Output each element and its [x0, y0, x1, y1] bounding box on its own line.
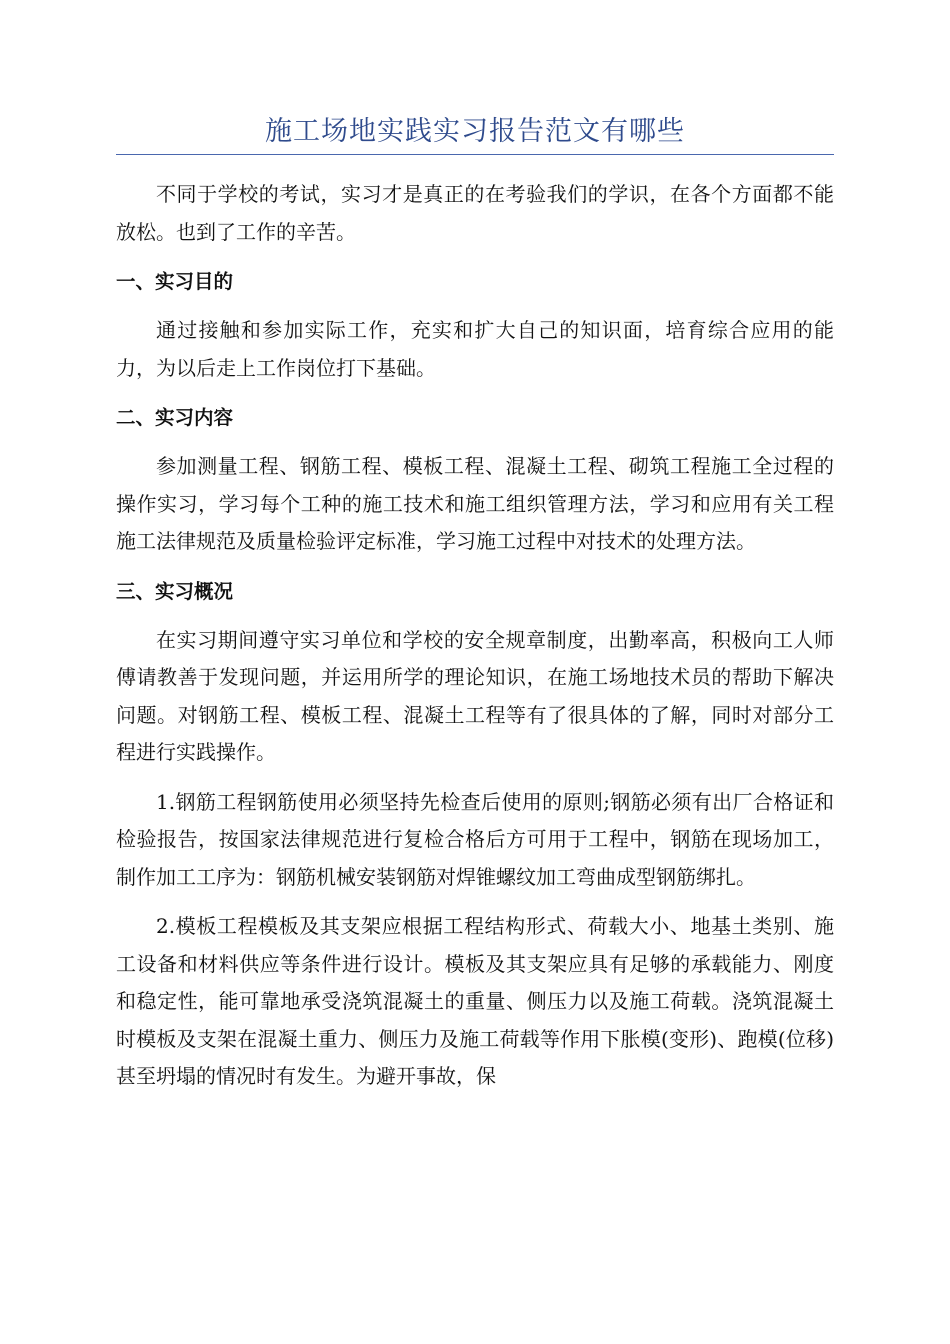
section-heading-overview: 三、实习概况: [116, 579, 234, 603]
section-paragraph-rebar: 1.钢筋工程钢筋使用必须坚持先检查后使用的原则;钢筋必须有出厂合格证和检验报告，按国家法律规范进行复检合格后方可用于工程中，钢筋在现场加工，制作加工工序为：钢筋机械安装钢筋对焊锥螺纹加工弯曲成型钢筋绑扎。: [116, 789, 834, 889]
section-heading-content: 二、实习内容: [116, 406, 234, 429]
section-paragraph-formwork: 2.模板工程模板及其支架应根据工程结构形式、荷载大小、地基土类别、施工设备和材料供应等条件进行设计。模板及其支架应具有足够的承载能力、刚度和稳定性，能可靠地承受浇筑混凝土的重量、侧压力以及施工荷载。浇筑混凝土时模板及支架在混凝土重力、侧压力及施工荷载等作用下胀模(变形)、跑模(位移)甚至坍塌的情况时有发生。为避开事故，保: [116, 914, 834, 1088]
document-body: [116, 176, 834, 1108]
section-paragraph: 在实习期间遵守实习单位和学校的安全规章制度，出勤率高，积极向工人师傅请教善于发现问题，并运用所学的理论知识，在施工场地技术员的帮助下解决问题。对钢筋工程、模板工程、混凝土工程等有了很具体的了解，同时对部分工程进行实践操作。: [116, 627, 834, 764]
intro-paragraph: 不同于学校的考试，实习才是真正的在考验我们的学识，在各个方面都不能放松。也到了工作的辛苦。: [116, 182, 834, 244]
section-paragraph: 通过接触和参加实际工作，充实和扩大自己的知识面，培育综合应用的能力，为以后走上工作岗位打下基础。: [116, 318, 834, 380]
section-heading-purpose: 一、实习目的: [116, 270, 234, 293]
document-title: 施工场地实践实习报告范文有哪些: [265, 116, 685, 147]
title-underline: [116, 154, 834, 155]
section-paragraph: 参加测量工程、钢筋工程、模板工程、混凝土工程、砌筑工程施工全过程的操作实习，学习每个工种的施工技术和施工组织管理方法，学习和应用有关工程施工法律规范及质量检验评定标准，学习施工过程中对技术的处理方法。: [116, 454, 834, 553]
